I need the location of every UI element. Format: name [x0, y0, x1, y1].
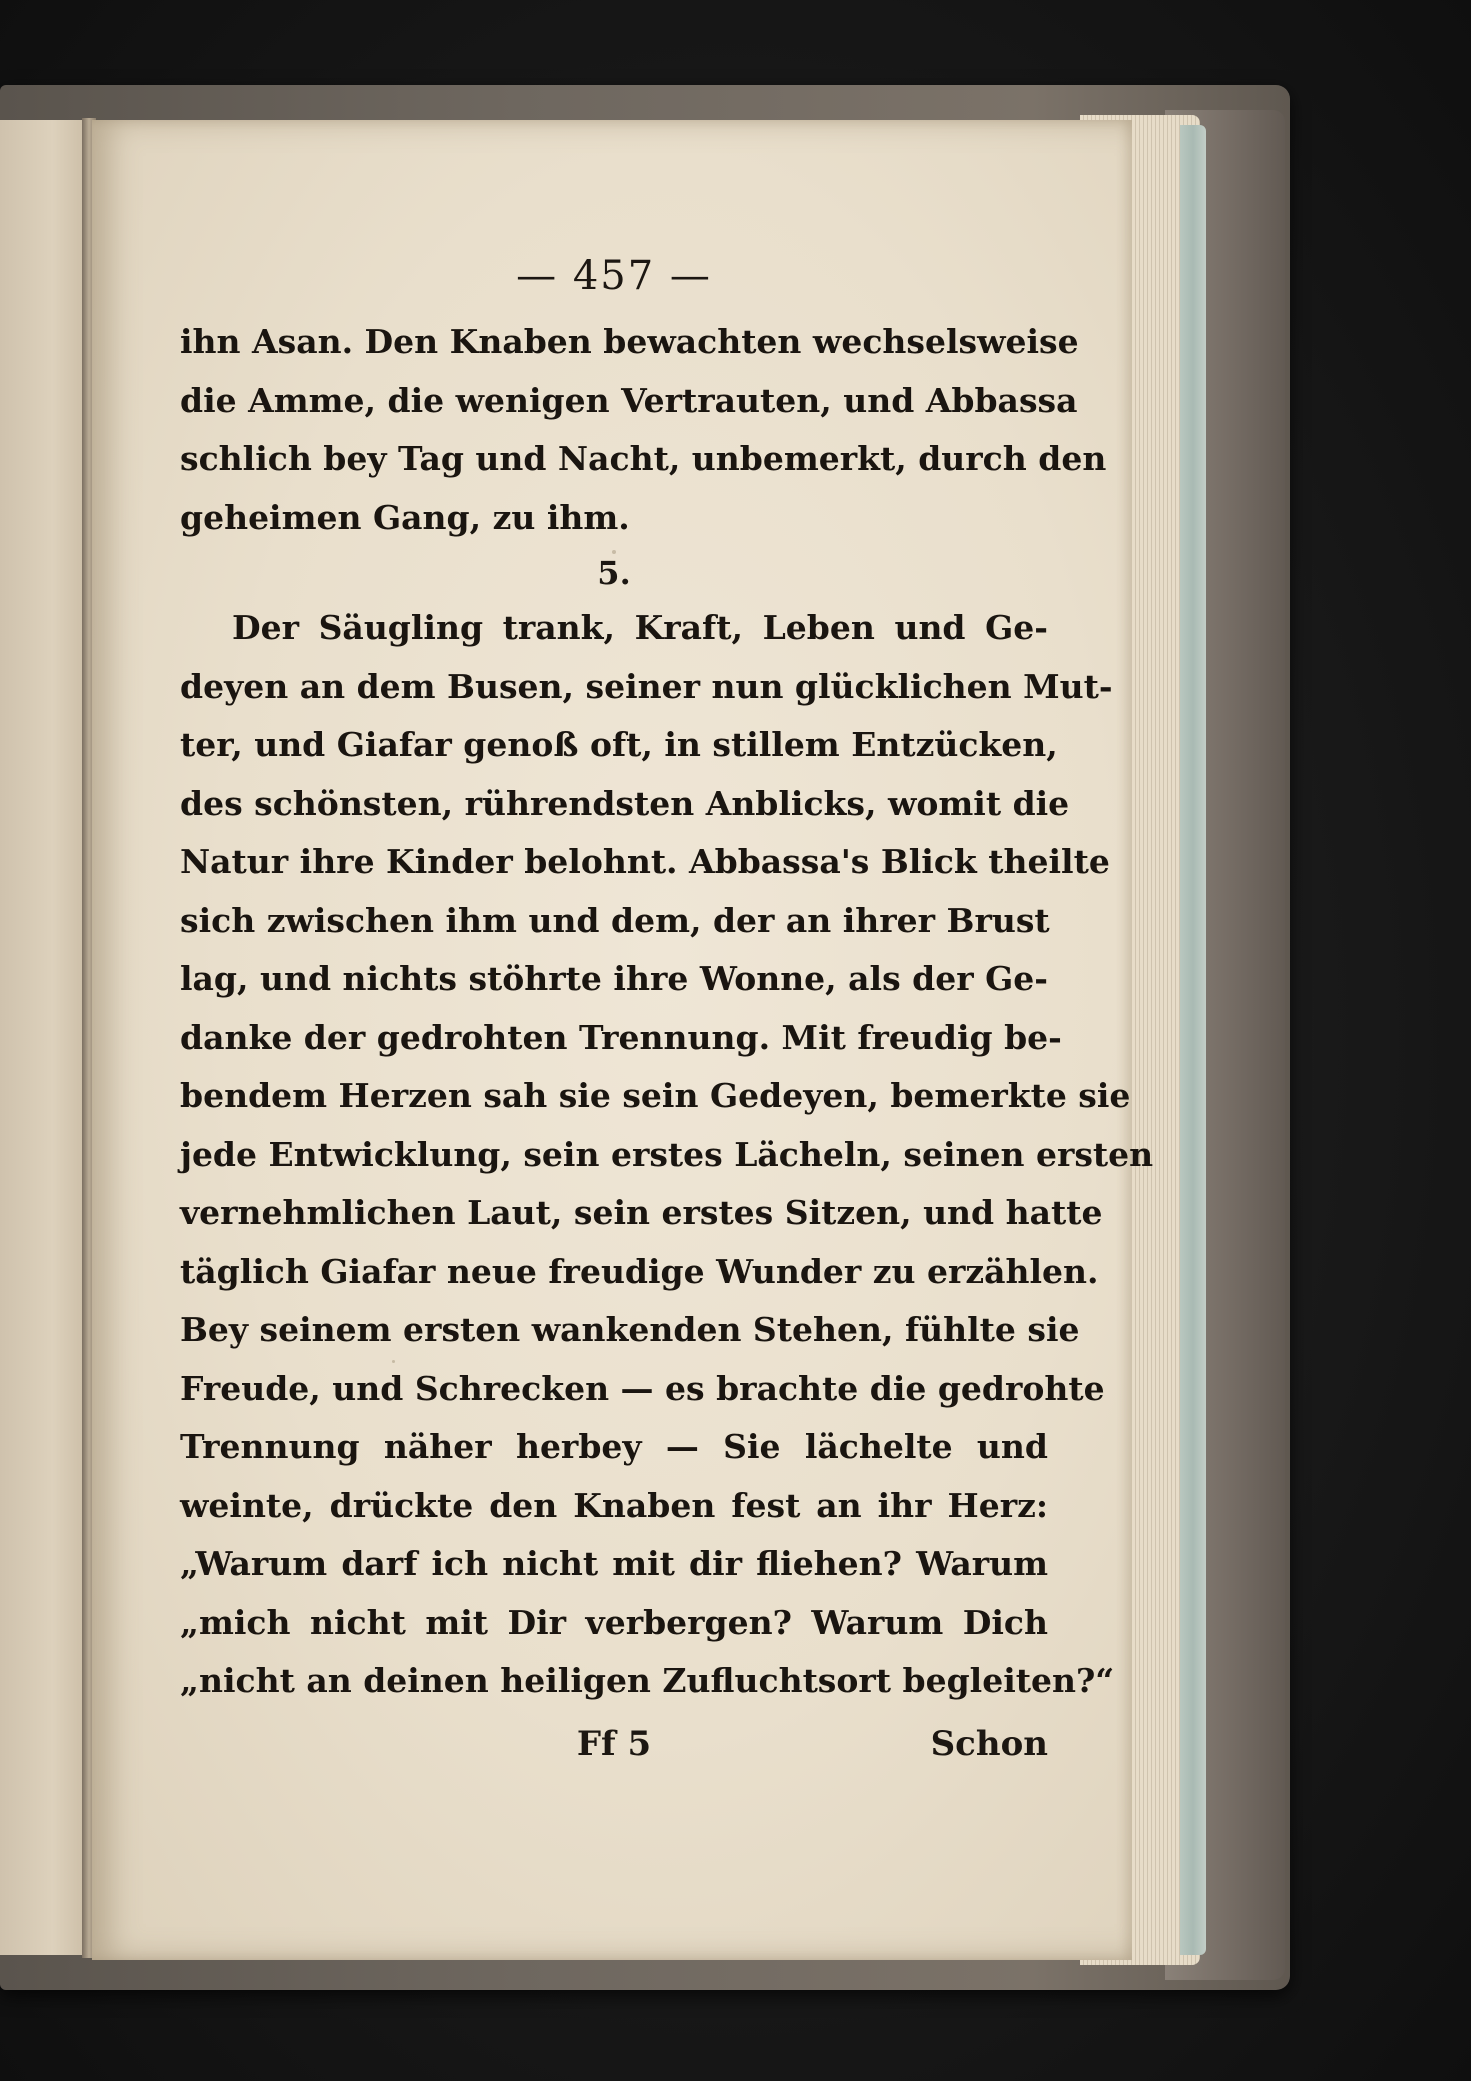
text-line: Bey seinem ersten wankenden Stehen, fühlte sie: [180, 1310, 1080, 1349]
text-line: „nicht an deinen heiligen Zufluchtsort begleiten?“: [180, 1661, 1115, 1700]
text-line: täglich Giafar neue freudige Wunder zu erzählen.: [180, 1251, 1099, 1291]
page-edge-tint: [1180, 125, 1206, 1955]
text-line: geheimen Gang, zu ihm.: [180, 497, 630, 537]
text-line: deyen an dem Busen, seiner nun glücklichen Mut-: [180, 666, 1113, 706]
signature-mark: Ff 5: [576, 1723, 652, 1764]
catchword: Schon: [930, 1723, 1048, 1764]
text-line: jede Entwicklung, sein erstes Lächeln, seinen ersten: [180, 1134, 1154, 1174]
text-line: des schönsten, rührendsten Anblicks, womit die: [180, 783, 1070, 823]
text-line: die Amme, die wenigen Vertrauten, und Abbassa: [180, 380, 1078, 420]
text-line: ihn Asan. Den Knaben bewachten wechselsweise: [180, 322, 1079, 361]
left-page: [0, 120, 90, 1955]
text-block: [180, 245, 1154, 1775]
section-number: 5.: [597, 554, 631, 592]
text-line: weinte, drückte den Knaben fest an ihr Herz:: [180, 1485, 1048, 1525]
text-line: Trennung näher herbey — Sie lächelte und: [180, 1427, 1048, 1466]
page-footer: [180, 1713, 1048, 1775]
text-line: Freude, und Schrecken — es brachte die gedrohte: [180, 1368, 1105, 1408]
text-line: vernehmlichen Laut, sein erstes Sitzen, und hatte: [180, 1193, 1103, 1232]
text-line: schlich bey Tag und Nacht, unbemerkt, durch den: [180, 439, 1107, 478]
text-line: bendem Herzen sah sie sein Gedeyen, bemerkte sie: [180, 1076, 1131, 1115]
right-page: [92, 120, 1154, 1960]
text-line: sich zwischen ihm und dem, der an ihrer Brust: [180, 900, 1050, 940]
text-line: ter, und Giafar genoß oft, in stillem Entzücken,: [180, 725, 1058, 764]
text-line: danke der gedrohten Trennung. Mit freudig be-: [180, 1017, 1062, 1057]
text-line: „Warum darf ich nicht mit dir fliehen? Warum: [180, 1544, 1048, 1583]
text-line: „mich nicht mit Dir verbergen? Warum Dich: [180, 1602, 1048, 1642]
page-number: — 457 —: [516, 253, 712, 299]
text-line: lag, und nichts stöhrte ihre Wonne, als der Ge-: [180, 959, 1048, 998]
text-line: Der Säugling trank, Kraft, Leben und Ge-: [232, 608, 1048, 647]
text-line: Natur ihre Kinder belohnt. Abbassa's Blick theilte: [180, 842, 1110, 881]
